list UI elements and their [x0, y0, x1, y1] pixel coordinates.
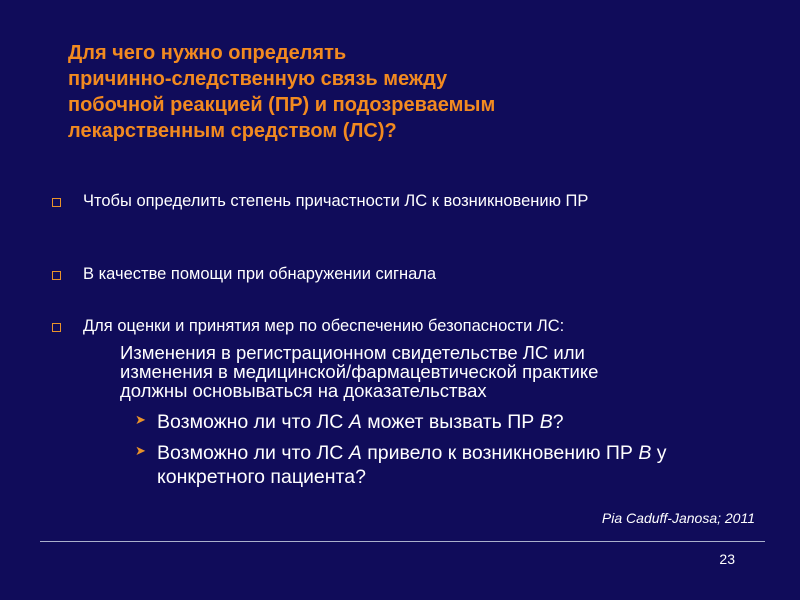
square-bullet-icon — [52, 198, 61, 207]
title-line-4: лекарственным средством (ЛС)? — [68, 120, 397, 142]
title-line-3: побочной реакцией (ПР) и подозреваемым — [68, 94, 496, 116]
indented-paragraph — [120, 343, 740, 400]
square-bullet-icon — [52, 271, 61, 280]
indent-line-2: изменения в медицинской/фармацевтической практике — [120, 361, 599, 382]
square-bullet-icon — [52, 323, 61, 332]
arrow-bullet-icon: ➤ — [135, 412, 146, 427]
bullet-text: Чтобы определить степень причастности ЛС к возникновению ПР — [83, 192, 589, 210]
indent-line-3: должны основываться на доказательствах — [120, 380, 487, 401]
bullet-text: В качестве помощи при обнаружении сигнала — [83, 265, 437, 283]
sub-bullet-text: Возможно ли что ЛС А привело к возникновению ПР В у конкретного пациента? — [157, 442, 667, 488]
title-line-2: причинно-следственную связь между — [68, 68, 448, 90]
page-number: 23 — [719, 551, 735, 567]
title-line-1: Для чего нужно определять — [68, 42, 347, 64]
arrow-bullet-icon: ➤ — [135, 443, 146, 458]
slide-title — [68, 40, 708, 144]
bullet-text: Для оценки и принятия мер по обеспечению безопасности ЛС: — [83, 317, 565, 335]
citation: Pia Caduff-Janosa; 2011 — [601, 510, 755, 526]
footer-divider — [40, 541, 765, 542]
sub-bullet-text: Возможно ли что ЛС А может вызвать ПР В? — [157, 411, 564, 433]
indent-line-1: Изменения в регистрационном свидетельстве ЛС или — [120, 342, 585, 363]
